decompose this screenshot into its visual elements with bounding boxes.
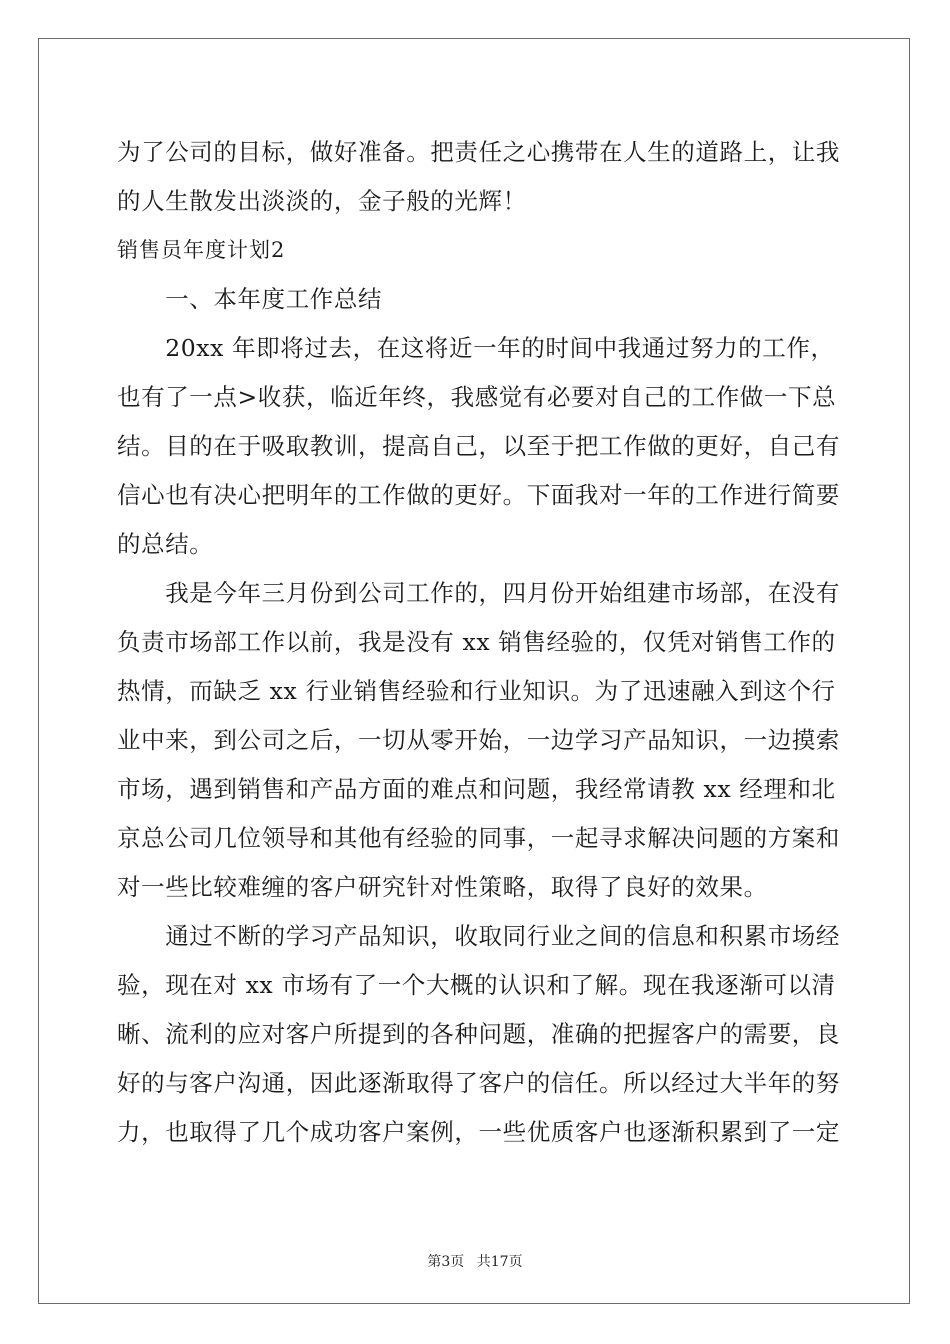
text-line: 通过不断的学习产品知识，收取同行业之间的信息和积累市场经	[117, 922, 840, 950]
text-line: 验，现在对 xx 市场有了一个大概的认识和了解。现在我逐渐可以清	[117, 971, 836, 999]
text-line: 的人生散发出淡淡的，金子般的光辉！	[117, 187, 527, 215]
text-line: 负责市场部工作以前，我是没有 xx 销售经验的，仅凭对销售工作的	[117, 628, 836, 656]
text-line: 为了公司的目标，做好准备。把责任之心携带在人生的道路上，让我	[117, 138, 840, 166]
text-line: 结。目的在于吸取教训，提高自己，以至于把工作做的更好，自己有	[117, 432, 840, 460]
text-line: 20xx 年即将过去，在这将近一年的时间中我通过努力的工作，	[117, 334, 835, 362]
text-line: 力，也取得了几个成功客户案例，一些优质客户也逐渐积累到了一定	[117, 1118, 840, 1146]
section-title: 销售员年度计划2	[117, 238, 286, 262]
text-line: 对一些比较难缠的客户研究针对性策略，取得了良好的效果。	[117, 873, 768, 901]
page-footer	[0, 1251, 950, 1271]
document-body	[117, 128, 840, 1157]
text-line: 业中来，到公司之后，一切从零开始，一边学习产品知识，一边摸索	[117, 726, 840, 754]
subsection-title: 一、本年度工作总结	[117, 285, 383, 313]
text-line: 也有了一点>收获，临近年终，我感觉有必要对自己的工作做一下总	[117, 383, 837, 411]
text-line: 我是今年三月份到公司工作的，四月份开始组建市场部，在没有	[117, 579, 840, 607]
text-line: 热情，而缺乏 xx 行业销售经验和行业知识。为了迅速融入到这个行	[117, 677, 836, 705]
text-line: 好的与客户沟通，因此逐渐取得了客户的信任。所以经过大半年的努	[117, 1069, 840, 1097]
total-page-count: 共17页	[476, 1254, 523, 1270]
text-line: 晰、流利的应对客户所提到的各种问题，准确的把握客户的需要，良	[117, 1020, 840, 1048]
current-page-number: 第3页	[427, 1254, 465, 1270]
text-line: 市场，遇到销售和产品方面的难点和问题，我经常请教 xx 经理和北	[117, 775, 836, 803]
text-line: 京总公司几位领导和其他有经验的同事，一起寻求解决问题的方案和	[117, 824, 840, 852]
text-line: 信心也有决心把明年的工作做的更好。下面我对一年的工作进行简要	[117, 481, 840, 509]
text-line: 的总结。	[117, 530, 214, 558]
